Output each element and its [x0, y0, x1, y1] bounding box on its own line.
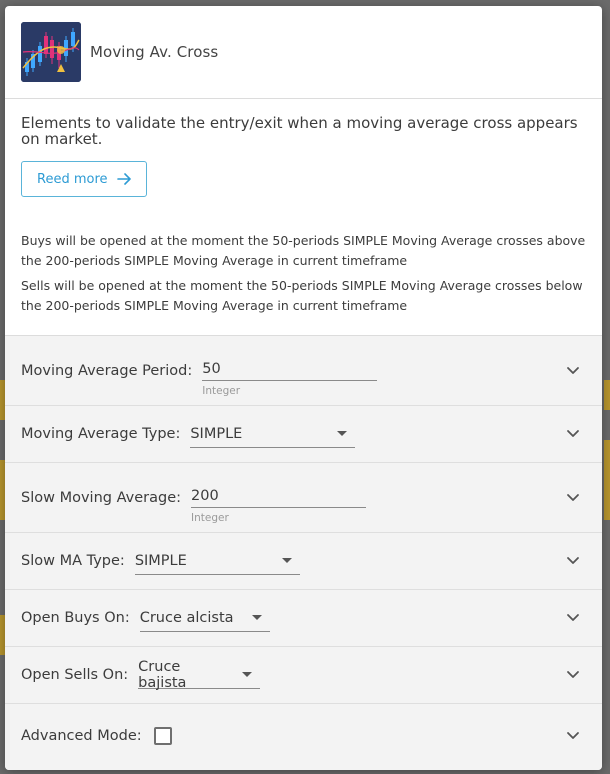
strategy-title: Moving Av. Cross [90, 43, 219, 61]
ma-period-field [202, 357, 377, 397]
candlestick-chart-icon [21, 22, 81, 82]
caret-down-icon [282, 558, 292, 563]
open-sells-value: Cruce bajista [138, 658, 187, 691]
param-row-open-sells[interactable] [5, 647, 602, 704]
open-sells-select[interactable] [138, 658, 260, 691]
arrow-right-icon [117, 172, 132, 186]
chevron-down-icon[interactable] [566, 556, 580, 566]
read-more-label: Reed more [37, 171, 108, 187]
slow-ma-type-label: Slow MA Type: [21, 553, 125, 569]
param-row-slow-ma-type[interactable] [5, 533, 602, 590]
param-row-open-buys[interactable] [5, 590, 602, 647]
param-row-advanced-mode[interactable] [5, 704, 602, 768]
ma-type-value: SIMPLE [190, 425, 243, 442]
chevron-down-icon[interactable] [566, 429, 580, 439]
slow-ma-label: Slow Moving Average: [21, 489, 181, 506]
slow-ma-input[interactable]: 200 [191, 484, 366, 508]
slow-ma-field [191, 484, 366, 524]
buy-rule-text: Buys will be opened at the moment the 50-periods SIMPLE Moving Average crosses above the 200-periods SIMPLE Moving Average in current timeframe [21, 233, 586, 268]
open-sells-label: Open Sells On: [21, 667, 129, 683]
ma-period-input[interactable]: 50 [202, 357, 377, 381]
parameters-panel [5, 335, 602, 770]
slow-ma-hint: Integer [191, 511, 229, 524]
param-row-ma-type[interactable] [5, 406, 602, 463]
strategy-rules [21, 231, 586, 315]
param-row-slow-ma[interactable] [5, 463, 602, 533]
open-buys-select[interactable] [140, 605, 270, 632]
strategy-logo [21, 22, 81, 82]
read-more-button[interactable] [21, 161, 147, 197]
chevron-down-icon[interactable] [566, 731, 580, 741]
advanced-mode-checkbox[interactable] [154, 727, 172, 745]
ma-period-label: Moving Average Period: [21, 362, 193, 379]
chevron-down-icon[interactable] [566, 670, 580, 680]
backdrop-strip [604, 380, 610, 410]
sell-rule-text: Sells will be opened at the moment the 50-periods SIMPLE Moving Average crosses below the 200-periods SIMPLE Moving Average in current timeframe [21, 278, 583, 313]
param-row-ma-period[interactable] [5, 336, 602, 406]
caret-down-icon [242, 672, 252, 677]
caret-down-icon [252, 615, 262, 620]
open-buys-label: Open Buys On: [21, 610, 130, 626]
ma-period-hint: Integer [202, 384, 241, 397]
advanced-mode-label: Advanced Mode: [21, 728, 142, 744]
open-buys-value: Cruce alcista [139, 609, 234, 626]
modal-header [5, 6, 602, 99]
slow-ma-type-value: SIMPLE [134, 552, 187, 569]
ma-type-label: Moving Average Type: [21, 426, 181, 442]
strategy-modal [5, 6, 602, 770]
strategy-intro [5, 99, 602, 315]
chevron-down-icon[interactable] [566, 613, 580, 623]
chevron-down-icon[interactable] [566, 493, 580, 503]
chevron-down-icon[interactable] [566, 366, 580, 376]
caret-down-icon [337, 431, 347, 436]
backdrop-strip [604, 440, 610, 520]
ma-type-select[interactable] [190, 421, 355, 448]
strategy-description: Elements to validate the entry/exit when a moving average cross appears on market. [21, 114, 578, 148]
slow-ma-type-select[interactable] [135, 548, 300, 575]
